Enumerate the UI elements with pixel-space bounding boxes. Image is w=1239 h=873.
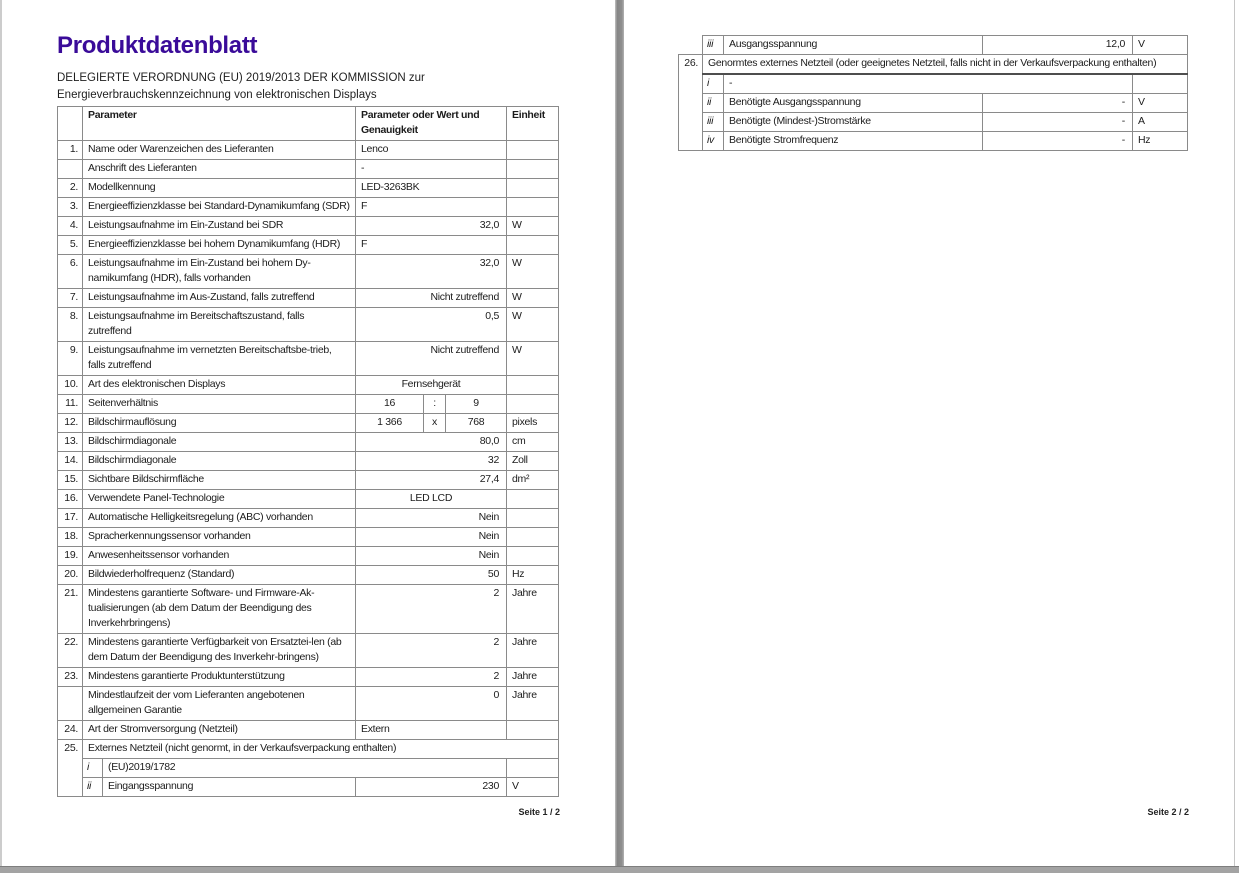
table-row [58, 289, 559, 308]
unit-cell [507, 490, 559, 509]
ratio-value-cell: 1 366 [356, 414, 424, 433]
row-number-cell: 23. [58, 668, 83, 687]
header-unit-cell: Einheit [507, 107, 559, 141]
value-cell: F [356, 236, 507, 255]
param-cell: Benötigte Stromfrequenz [724, 132, 983, 151]
subtitle-line-1: DELEGIERTE VERORDNUNG (EU) 2019/2013 DER KOMMISSION zur [57, 72, 425, 84]
row-number-cell: 16. [58, 490, 83, 509]
table-row [58, 687, 559, 721]
row-number-cell: 7. [58, 289, 83, 308]
unit-cell: A [1133, 113, 1188, 132]
unit-cell [507, 236, 559, 255]
value-cell: 50 [356, 566, 507, 585]
row-number-cell: 20. [58, 566, 83, 585]
sub-number-cell: iii [703, 113, 724, 132]
unit-cell: Hz [507, 566, 559, 585]
value-cell: Nein [356, 547, 507, 566]
param-cell: Anwesenheitssensor vorhanden [83, 547, 356, 566]
value-cell: 32 [356, 452, 507, 471]
table-row [58, 585, 559, 634]
param-cell: Sichtbare Bildschirmfläche [83, 471, 356, 490]
row-number-cell: 14. [58, 452, 83, 471]
param-cell: Benötigte (Mindest-)Stromstärke [724, 113, 983, 132]
value-cell: Nein [356, 528, 507, 547]
unit-cell [507, 179, 559, 198]
row-number-cell: 12. [58, 414, 83, 433]
row-number-cell: 17. [58, 509, 83, 528]
row-number-cell: 15. [58, 471, 83, 490]
unit-cell [507, 509, 559, 528]
row-number-cell: 19. [58, 547, 83, 566]
ratio-value-cell: 9 [446, 395, 507, 414]
param-cell: Energieeffizienzklasse bei hohem Dynamikumfang (HDR) [83, 236, 356, 255]
ratio-value-cell: x [424, 414, 446, 433]
param-cell: Anschrift des Lieferanten [83, 160, 356, 179]
table-row [58, 433, 559, 452]
page-title: Produktdatenblatt [57, 32, 258, 59]
value-cell: Nicht zutreffend [356, 289, 507, 308]
product-datasheet-table-page2 [678, 35, 1188, 151]
table-header-row [58, 107, 559, 141]
unit-cell [507, 376, 559, 395]
row-number-cell: 26. [679, 55, 703, 151]
table-row [679, 36, 1188, 55]
subtitle-line-2: Energieverbrauchskennzeichnung von elektronischen Displays [57, 89, 377, 101]
row-number-cell: 4. [58, 217, 83, 236]
table-row [679, 132, 1188, 151]
param-cell: Spracherkennungssensor vorhanden [83, 528, 356, 547]
table-row [58, 509, 559, 528]
value-cell: - [983, 94, 1133, 113]
value-cell: 2 [356, 668, 507, 687]
unit-cell: W [507, 289, 559, 308]
row-number-cell: 3. [58, 198, 83, 217]
value-cell: 0 [356, 687, 507, 721]
row-number-cell: 5. [58, 236, 83, 255]
window-right-border [1234, 0, 1235, 866]
value-cell: 0,5 [356, 308, 507, 342]
unit-cell: Zoll [507, 452, 559, 471]
param-cell: Name oder Warenzeichen des Lieferanten [83, 141, 356, 160]
row-number-cell: 9. [58, 342, 83, 376]
unit-cell [507, 721, 559, 740]
ratio-value-cell: 768 [446, 414, 507, 433]
param-cell: Leistungsaufnahme im Bereitschaftszustand, falls zutreffend [83, 308, 356, 342]
value-cell: Lenco [356, 141, 507, 160]
table-row [58, 566, 559, 585]
unit-cell: W [507, 342, 559, 376]
merged-value-cell: - [724, 74, 1133, 94]
row-number-cell: 1. [58, 141, 83, 160]
vertical-scrollbar[interactable] [615, 0, 624, 866]
document-page-1 [0, 0, 615, 866]
value-cell: 12,0 [983, 36, 1133, 55]
table-row [679, 94, 1188, 113]
span-cell: Genormtes externes Netzteil (oder geeignetes Netzteil, falls nicht in der Verkaufsverpackung enthalten) [703, 55, 1188, 75]
value-cell: LED-3263BK [356, 179, 507, 198]
param-cell: Ausgangsspannung [724, 36, 983, 55]
unit-cell [507, 198, 559, 217]
param-cell: Bildwiederholfrequenz (Standard) [83, 566, 356, 585]
product-datasheet-table-page1 [57, 106, 559, 797]
unit-cell: W [507, 308, 559, 342]
table-row [58, 342, 559, 376]
param-cell: Art des elektronischen Displays [83, 376, 356, 395]
table-row [58, 668, 559, 687]
param-cell: Seitenverhältnis [83, 395, 356, 414]
table-row [58, 376, 559, 395]
value-cell: 2 [356, 585, 507, 634]
table-row [58, 395, 559, 414]
param-cell: Mindestlaufzeit der vom Lieferanten angebotenen allgemeinen Garantie [83, 687, 356, 721]
table-row [58, 721, 559, 740]
value-cell: 32,0 [356, 255, 507, 289]
row-number-cell [58, 160, 83, 179]
table-row [58, 490, 559, 509]
unit-cell: Jahre [507, 668, 559, 687]
table-row [58, 141, 559, 160]
param-cell: Mindestens garantierte Verfügbarkeit von Ersatztei-len (ab dem Datum der Beendigung des Inverkehr-bringens) [83, 634, 356, 668]
row-number-cell [58, 687, 83, 721]
sub-number-cell: i [703, 74, 724, 94]
sub-number-cell: ii [83, 778, 103, 797]
window-left-border [0, 0, 2, 866]
param-cell: Energieeffizienzklasse bei Standard-Dynamikumfang (SDR) [83, 198, 356, 217]
document-subtitle [57, 70, 527, 104]
unit-cell: Jahre [507, 634, 559, 668]
row-number-cell: 2. [58, 179, 83, 198]
param-cell: Verwendete Panel-Technologie [83, 490, 356, 509]
param-cell: Leistungsaufnahme im Ein-Zustand bei SDR [83, 217, 356, 236]
row-number-cell: 24. [58, 721, 83, 740]
unit-cell: dm² [507, 471, 559, 490]
table-row [58, 634, 559, 668]
unit-cell [507, 141, 559, 160]
table-row [58, 255, 559, 289]
table-row [679, 55, 1188, 75]
merged-value-cell: (EU)2019/1782 [103, 759, 507, 778]
param-cell: Modellkennung [83, 179, 356, 198]
unit-cell: cm [507, 433, 559, 452]
value-cell: Nein [356, 509, 507, 528]
row-number-cell: 13. [58, 433, 83, 452]
value-cell: F [356, 198, 507, 217]
unit-cell: Jahre [507, 585, 559, 634]
table-row [58, 471, 559, 490]
row-number-cell: 10. [58, 376, 83, 395]
param-cell: Leistungsaufnahme im Aus-Zustand, falls zutreffend [83, 289, 356, 308]
table-row [58, 414, 559, 433]
value-cell: 80,0 [356, 433, 507, 452]
row-number-cell: 22. [58, 634, 83, 668]
table-row [58, 528, 559, 547]
value-cell: 2 [356, 634, 507, 668]
row-number-cell [679, 36, 703, 55]
row-number-cell: 21. [58, 585, 83, 634]
table-row [58, 452, 559, 471]
sub-number-cell: iv [703, 132, 724, 151]
value-cell: - [983, 113, 1133, 132]
unit-cell: Hz [1133, 132, 1188, 151]
param-cell: Bildschirmdiagonale [83, 433, 356, 452]
row-number-cell: 11. [58, 395, 83, 414]
param-cell: Leistungsaufnahme im Ein-Zustand bei hohem Dy-namikumfang (HDR), falls vorhanden [83, 255, 356, 289]
sub-number-cell: i [83, 759, 103, 778]
unit-cell [507, 395, 559, 414]
ratio-value-cell: : [424, 395, 446, 414]
param-cell: Bildschirmdiagonale [83, 452, 356, 471]
value-cell: 32,0 [356, 217, 507, 236]
table-row [58, 308, 559, 342]
table-row [58, 547, 559, 566]
span-cell: Externes Netzteil (nicht genormt, in der Verkaufsverpackung enthalten) [83, 740, 559, 759]
param-cell: Automatische Helligkeitsregelung (ABC) vorhanden [83, 509, 356, 528]
value-cell: - [356, 160, 507, 179]
sub-number-cell: ii [703, 94, 724, 113]
table-row [58, 759, 559, 778]
unit-cell: pixels [507, 414, 559, 433]
header-number-cell [58, 107, 83, 141]
param-cell: Art der Stromversorgung (Netzteil) [83, 721, 356, 740]
row-number-cell: 6. [58, 255, 83, 289]
unit-cell: V [507, 778, 559, 797]
table-row [58, 740, 559, 759]
unit-cell: W [507, 255, 559, 289]
sub-number-cell: iii [703, 36, 724, 55]
table-row [58, 179, 559, 198]
unit-cell: V [1133, 36, 1188, 55]
param-cell: Mindestens garantierte Produktunterstützung [83, 668, 356, 687]
value-cell: Fernsehgerät [356, 376, 507, 395]
row-number-cell: 18. [58, 528, 83, 547]
param-cell: Leistungsaufnahme im vernetzten Bereitschaftsbe-trieb, falls zutreffend [83, 342, 356, 376]
unit-cell [1133, 74, 1188, 94]
param-cell: Eingangsspannung [103, 778, 356, 797]
value-cell: 230 [356, 778, 507, 797]
table-row [58, 236, 559, 255]
value-cell: Nicht zutreffend [356, 342, 507, 376]
param-cell: Mindestens garantierte Software- und Firmware-Ak-tualisierungen (ab dem Datum der Beendigung des Inverkehrbringens) [83, 585, 356, 634]
unit-cell [507, 528, 559, 547]
table-row [679, 74, 1188, 94]
page-number-footer-2: Seite 2 / 2 [1147, 807, 1189, 817]
horizontal-scrollbar[interactable] [0, 866, 1239, 873]
table-row [58, 217, 559, 236]
unit-cell: Jahre [507, 687, 559, 721]
table-row [58, 198, 559, 217]
table-row [58, 160, 559, 179]
param-cell: Benötigte Ausgangsspannung [724, 94, 983, 113]
unit-cell: V [1133, 94, 1188, 113]
document-page-2 [624, 0, 1239, 866]
value-cell: Extern [356, 721, 507, 740]
header-value-cell: Parameter oder Wert und Genauigkeit [356, 107, 507, 141]
unit-cell [507, 547, 559, 566]
header-param-cell: Parameter [83, 107, 356, 141]
value-cell: - [983, 132, 1133, 151]
ratio-value-cell: 16 [356, 395, 424, 414]
table-row [58, 778, 559, 797]
unit-cell [507, 160, 559, 179]
unit-cell [507, 759, 559, 778]
param-cell: Bildschirmauflösung [83, 414, 356, 433]
row-number-cell: 8. [58, 308, 83, 342]
value-cell: 27,4 [356, 471, 507, 490]
page-number-footer-1: Seite 1 / 2 [518, 807, 560, 817]
value-cell: LED LCD [356, 490, 507, 509]
table-row [679, 113, 1188, 132]
unit-cell: W [507, 217, 559, 236]
row-number-cell: 25. [58, 740, 83, 797]
